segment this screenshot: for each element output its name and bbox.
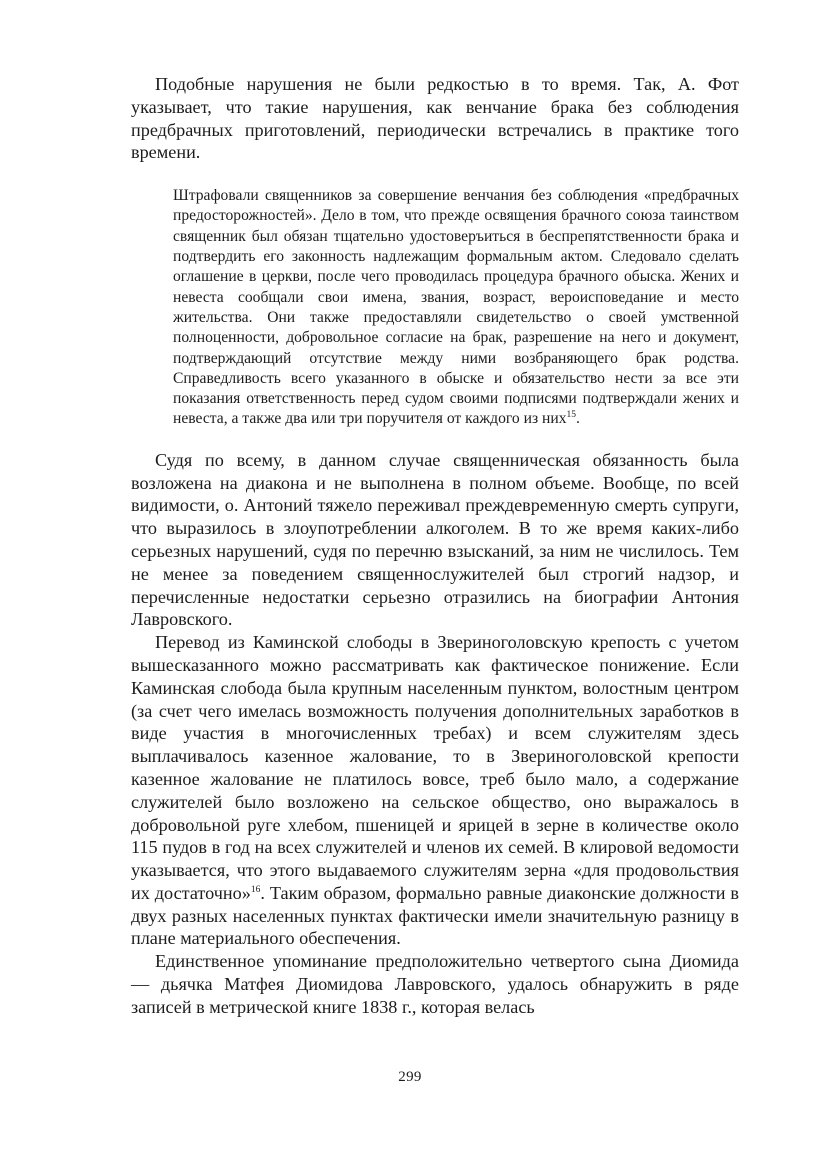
main-text: [131, 73, 739, 164]
paragraph-4: Единственное упоминание предположительно четвертого сына Диомида — дьячка Матфея Диомидова Лавровского, удалось обнаружить в ряде записей в метрической книге 1838 г., которая велась: [131, 951, 739, 1017]
main-text-continued: [131, 449, 739, 1019]
block-quote: [131, 186, 739, 430]
page-body: [131, 73, 739, 1019]
footnote-ref-15: 15: [566, 410, 576, 421]
paragraph-3-text-after: . Таким образом, формально равные диаконские должности в двух разных населенных пунктах фактически имели значительную разницу в плане материального обеспечения.: [131, 882, 739, 949]
quote-body: Штрафовали священников за совершение венчания без соблюдения «предбрачных предосторожностей». Дело в том, что прежде освящения брачного союза таинством священник был обязан тщательно удостоверъиться в беспрепятственности брака и подтвердить его законность надлежащим формальным актом. Следовало сделать оглашение в церкви, после чего проводилась процедура брачного обыска. Жених и невеста сообщали свои имена, звания, возраст, вероисповедание и место жительства. Они также предоставляли свидетельство о своей умственной полноценности, добровольное согласие на брак, разрешение на него и документ, подтверждающий отсутствие между ними возбраняющего брак родства. Справедливость всего указанного в обыске и обязательство нести за все эти показания ответственность перед судом своими подписями подтверждали жених и невеста, а также два или три поручителя от каждого из них: [173, 187, 739, 428]
paragraph-3-text: Перевод из Каминской слободы в Звериноголовскую крепость с учетом вышесказанного можно рассматривать как фактическое понижение. Если Каминская слобода была крупным населенным пунктом, волостным центром (за счет чего имелась возможность получения дополнительных заработков в виде участия в многочисленных требах) и всем служителям здесь выплачивалось казенное жалование, то в Звериноголовской крепости казенное жалование не платилось вовсе, треб было мало, а содержание служителей было возложено на сельское общество, оно выражалось в добровольной руге хлебом, пшеницей и ярицей в зерне в количестве около 115 пудов в год на всех служителей и членов их семей. В клировой ведомости указывается, что этого выдаваемого служителям зерна «для продовольствия их достаточно»: [131, 632, 739, 903]
paragraph-3: [131, 631, 739, 950]
footnote-ref-16: 16: [250, 884, 261, 895]
quote-text: Штрафовали священников за совершение венчания без соблюдения «предбрачных предосторожностей». Дело в том, что прежде освящения брачного союза таинством священник был обязан тщательно удостоверъиться в беспрепятственности брака и подтвердить его законность надлежащим формальным актом. Следовало сделать оглашение в церкви, после чего проводилась процедура брачного обыска. Жених и невеста сообщали свои имена, звания, возраст, вероисповедание и место жительства. Они также предоставляли свидетельство о своей умственной полноценности, добровольное согласие на брак, разрешение на него и документ, подтверждающий отсутствие между ними возбраняющего брак родства. Справедливость всего указанного в обыске и обязательство нести за все эти показания ответственность перед судом своими подписями подтверждали жених и невеста, а также два или три поручителя от каждого из них$^{15}$.: [173, 187, 739, 428]
page-number: 299: [398, 1069, 422, 1085]
paragraph-2: Судя по всему, в данном случае священническая обязанность была возложена на диакона и не выполнена в полном объеме. Вообще, по всей видимости, о. Антоний тяжело переживал преждевременную смерть супруги, что выразилось в злоупотреблении алкоголем. В то же время каких-либо серьезных нарушений, судя по перечню взысканий, за ним не числилось. Тем не менее за поведением священнослужителей был строгий надзор, и перечисленные недостатки серьезно отразились на биографии Антония Лавровского.: [131, 449, 739, 630]
paragraph-1: Подобные нарушения не были редкостью в то время. Так, А. Фот указывает, что такие нарушения, как венчание брака без соблюдения предбрачных приготовлений, периодически встречались в практике того времени.: [131, 74, 739, 163]
